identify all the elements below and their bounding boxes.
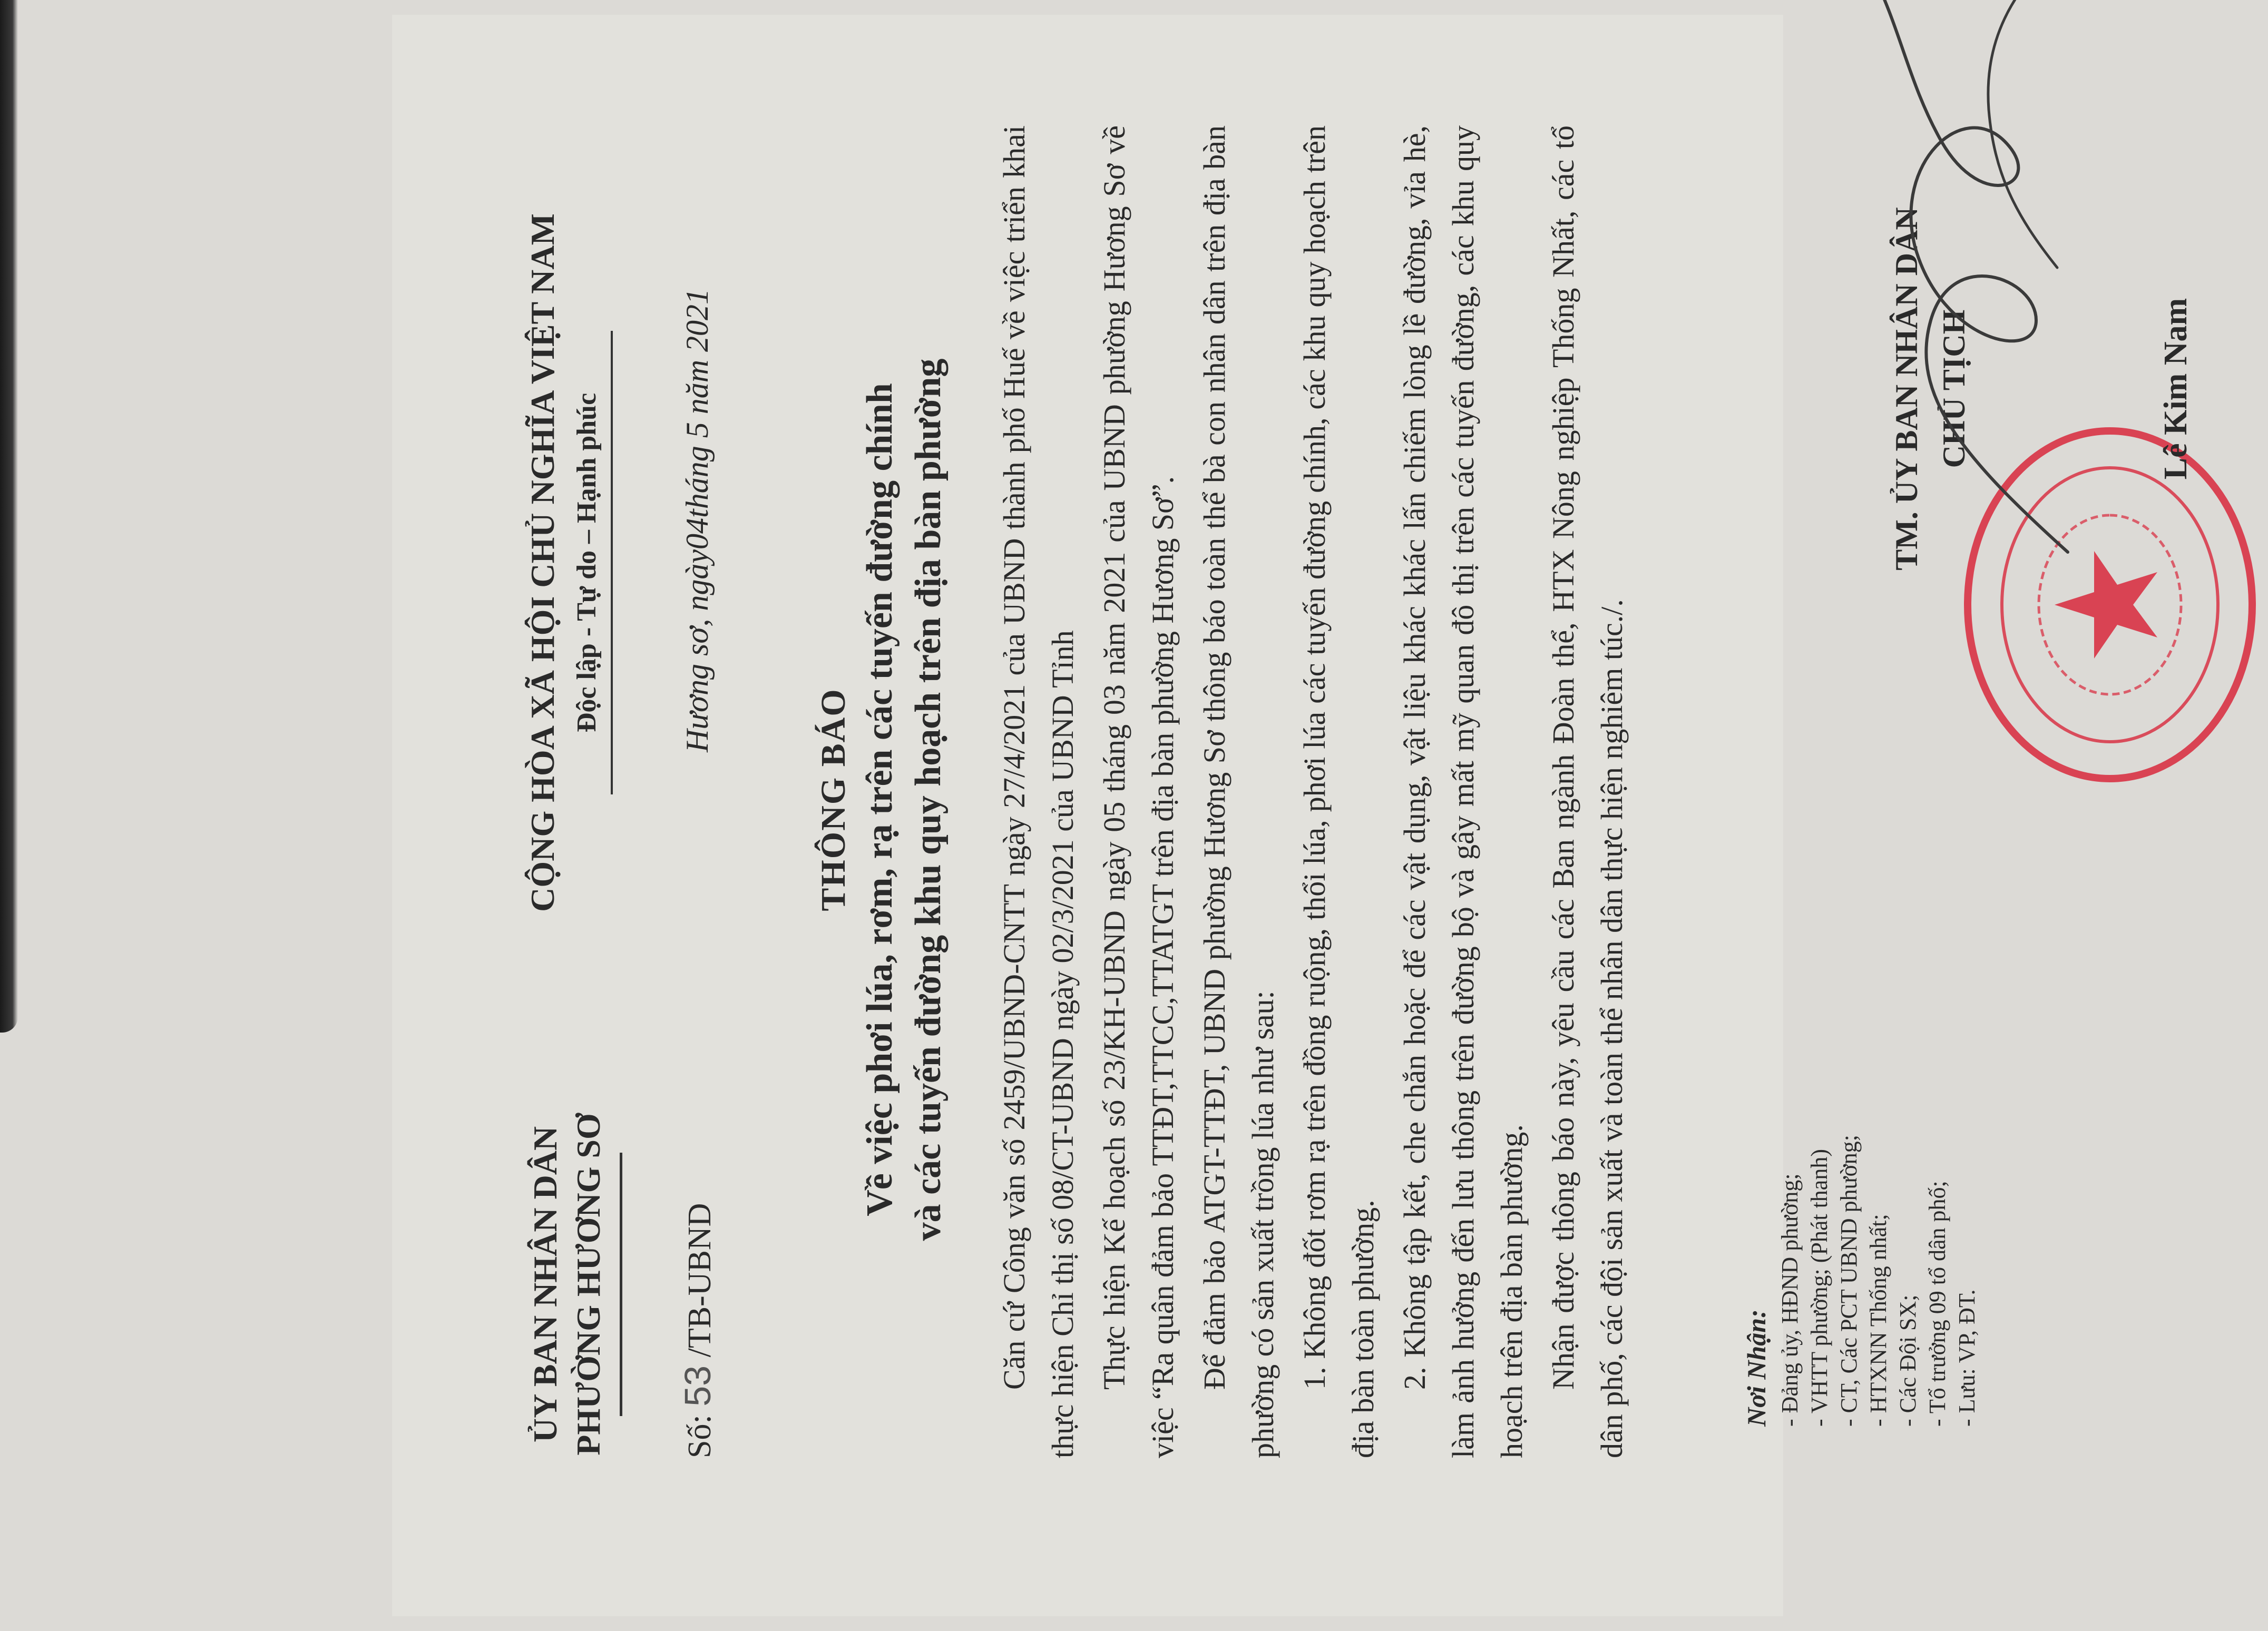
signatory-name: Lê Kim Nam: [2158, 298, 2194, 480]
table-edge-shadow: [0, 0, 18, 1033]
recipient-item: - Lưu: VP, ĐT.: [1954, 1289, 1980, 1427]
subject-line-2: và các tuyến đường khu quy hoạch trên địa bàn phường: [908, 358, 949, 1241]
body-paragraph: Thực hiện Kế hoạch số 23/KH-UBND ngày 05 tháng 03 năm 2021 của UBND phường Hương Sơ về việc “Ra quân đảm bảo TTĐT,TTCC,TTATGT trên địa bàn phường Hương Sơ”.: [1097, 125, 1180, 1458]
recipient-item: - Tổ trưởng 09 tổ dân phố;: [1924, 1181, 1950, 1427]
recipients-label: Nơi Nhận:: [1742, 1309, 1771, 1427]
org-underline: [620, 1153, 622, 1416]
date-line: Hương sơ, ngày04tháng 5 năm 2021: [680, 288, 715, 753]
document-type-title: THÔNG BÁO: [814, 688, 853, 911]
national-title: CỘNG HÒA XÃ HỘI CHỦ NGHĨA VIỆT NAM: [524, 213, 561, 912]
issuing-organization: [524, 1047, 610, 1521]
national-motto: Độc lập - Tự do – Hạnh phúc: [572, 392, 602, 733]
signatory-organization: TM. ỦY BAN NHÂN DÂN: [1889, 207, 1924, 571]
recipient-item: - CT, Các PCT UBND phường;: [1836, 1135, 1862, 1427]
motto-underline: [611, 331, 613, 794]
body-paragraph: Căn cứ Công văn số 2459/UBND-CNTT ngày 27/4/2021 của UBND thành phố Huế về việc triển khai thực hiện Chỉ thị số 08/CT-UBND ngày 02/3/2021 của UBND Tỉnh: [997, 125, 1080, 1458]
body-paragraph: 1. Không đốt rơm rạ trên đồng ruộng, thổi lúa, phơi lúa các tuyến đường chính, các khu quy hoạch trên địa bàn toàn phường.: [1297, 125, 1380, 1458]
recipient-item: - Đảng ủy, HĐND phường;: [1777, 1173, 1803, 1427]
body-paragraph: Để đảm bảo ATGT-TTĐT, UBND phường Hương Sơ thông báo toàn thể bà con nhân dân trên địa bàn phường có sản xuất trồng lúa như sau:: [1197, 125, 1280, 1458]
body-paragraph: Nhận được thông báo này, yêu cầu các Ban ngành Đoàn thể, HTX Nông nghiệp Thống Nhất, các tổ dân phố, các đội sản xuất và toàn thể nhân dân thực hiện nghiêm túc./.: [1546, 125, 1629, 1458]
body-paragraph: 2. Không tập kết, che chắn hoặc để các vật dụng, vật liệu khác khác lấn chiếm lòng lề đường, vỉa hè, làm ảnh hưởng đến lưu thông trên đường bộ và gây mất mỹ quan đô thị trên các tuyến đường, các khu quy hoạch trên địa bàn phường.: [1397, 125, 1529, 1458]
doc-number-value: 53: [677, 1365, 718, 1407]
doc-number-prefix: Số:: [682, 1414, 718, 1458]
doc-number-suffix: /TB-UBND: [682, 1203, 718, 1358]
org-line-1: ỦY BAN NHÂN DÂN: [526, 1126, 564, 1443]
subject-line-1: Về việc phơi lúa, rơm, rạ trên các tuyến đường chính: [859, 383, 900, 1216]
handwritten-signature: [1741, 0, 2163, 615]
document-page: [392, 15, 2194, 1616]
recipients-list: [1775, 1135, 1982, 1427]
recipient-item: - HTXNN Thống nhất;: [1865, 1214, 1891, 1427]
signatory-title: CHỦ TỊCH: [1937, 309, 1971, 468]
recipient-item: - VHTT phường; (Phát thanh): [1806, 1149, 1832, 1427]
document-body: [990, 125, 1639, 1458]
document-number: [677, 1203, 719, 1458]
recipient-item: - Các Đội SX;: [1895, 1294, 1921, 1427]
document-subject: [856, 141, 953, 1458]
org-line-2: PHƯỜNG HƯƠNG SƠ: [570, 1113, 607, 1456]
